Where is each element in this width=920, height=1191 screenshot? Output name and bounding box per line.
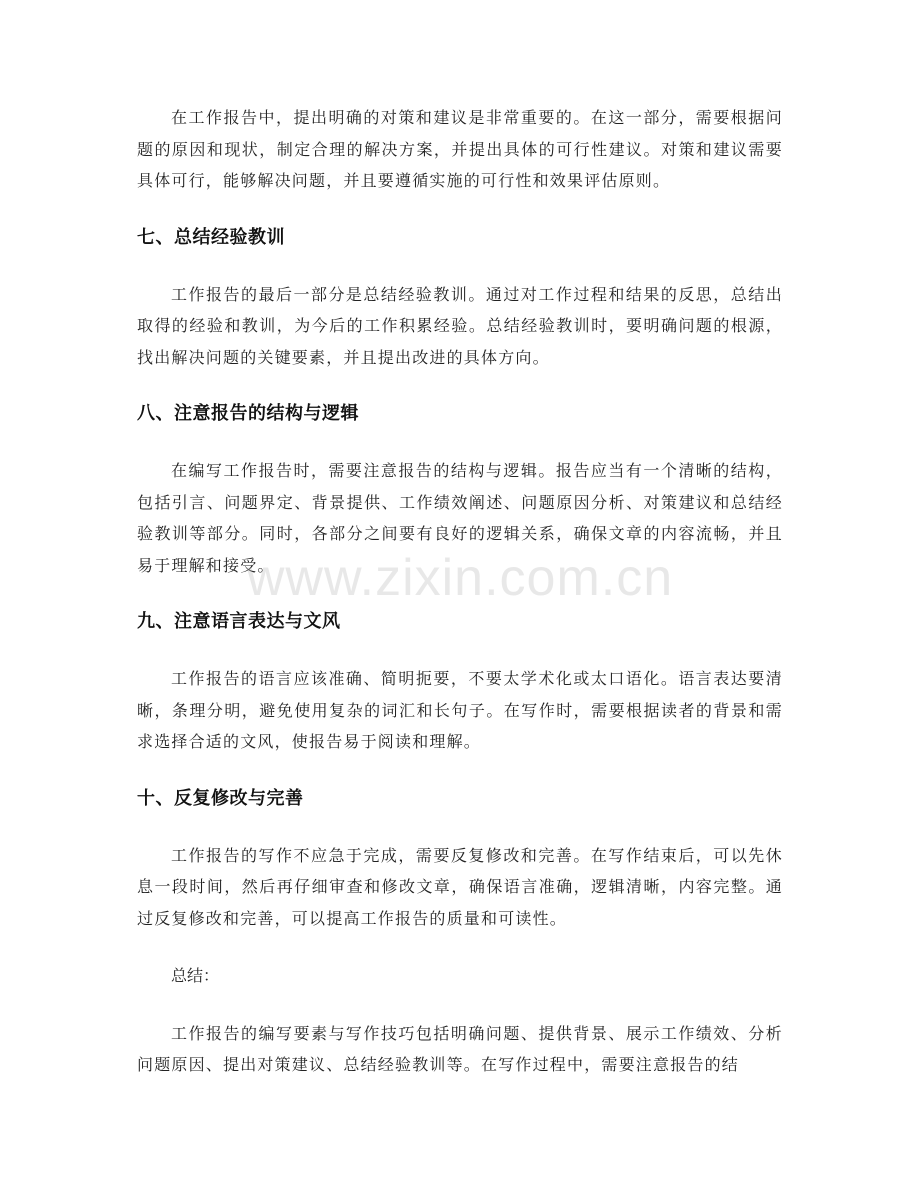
- heading-summarize-lessons: 七、总结经验教训: [137, 226, 285, 248]
- heading-structure-logic: 八、注意报告的结构与逻辑: [137, 403, 359, 424]
- paragraph-language-style: 工作报告的语言应该准确、简明扼要，不要太学术化或太口语化。语言表达要清晰，条理分明，避免使用复杂的词汇和长句子。在写作时，需要根据读者的背景和需求选择合适的文风，使报告易于阅读和理解。: [137, 669, 783, 751]
- heading-revise-improve: 十、反复修改与完善: [137, 787, 304, 809]
- paragraph-summarize-lessons: 工作报告的最后一部分是总结经验教训。通过对工作过程和结果的反思，总结出取得的经验和教训，为今后的工作积累经验。总结经验教训时，要明确问题的根源，找出解决问题的关键要素，并且提出改进的具体方向。: [137, 284, 783, 367]
- paragraph-summary: 工作报告的编写要素与写作技巧包括明确问题、提供背景、展示工作绩效、分析问题原因、提出对策建议、总结经验教训等。在写作过程中，需要注意报告的结: [137, 1023, 783, 1074]
- document-body: [137, 102, 783, 1107]
- summary-label: 总结：: [171, 966, 220, 985]
- watermark: www.zixin.com.cn: [246, 549, 674, 607]
- paragraph-revise-improve: 工作报告的写作不应急于完成，需要反复修改和完善。在写作结束后，可以先休息一段时间，然后再仔细审查和修改文章，确保语言准确，逻辑清晰，内容完整。通过反复修改和完善，可以提高工作报告的质量和可读性。: [137, 845, 783, 928]
- heading-language-style: 九、注意语言表达与文风: [137, 611, 341, 632]
- paragraph-countermeasures: 在工作报告中，提出明确的对策和建议是非常重要的。在这一部分，需要根据问题的原因和现状，制定合理的解决方案，并提出具体的可行性建议。对策和建议需要具体可行，能够解决问题，并且要遵循实施的可行性和效果评估原则。: [137, 108, 783, 190]
- paragraph-structure-logic: 在编写工作报告时，需要注意报告的结构与逻辑。报告应当有一个清晰的结构，包括引言、问题界定、背景提供、工作绩效阐述、问题原因分析、对策建议和总结经验教训等部分。同时，各部分之间要有良好的逻辑关系，确保文章的内容流畅，并且易于理解和接受。: [137, 461, 783, 575]
